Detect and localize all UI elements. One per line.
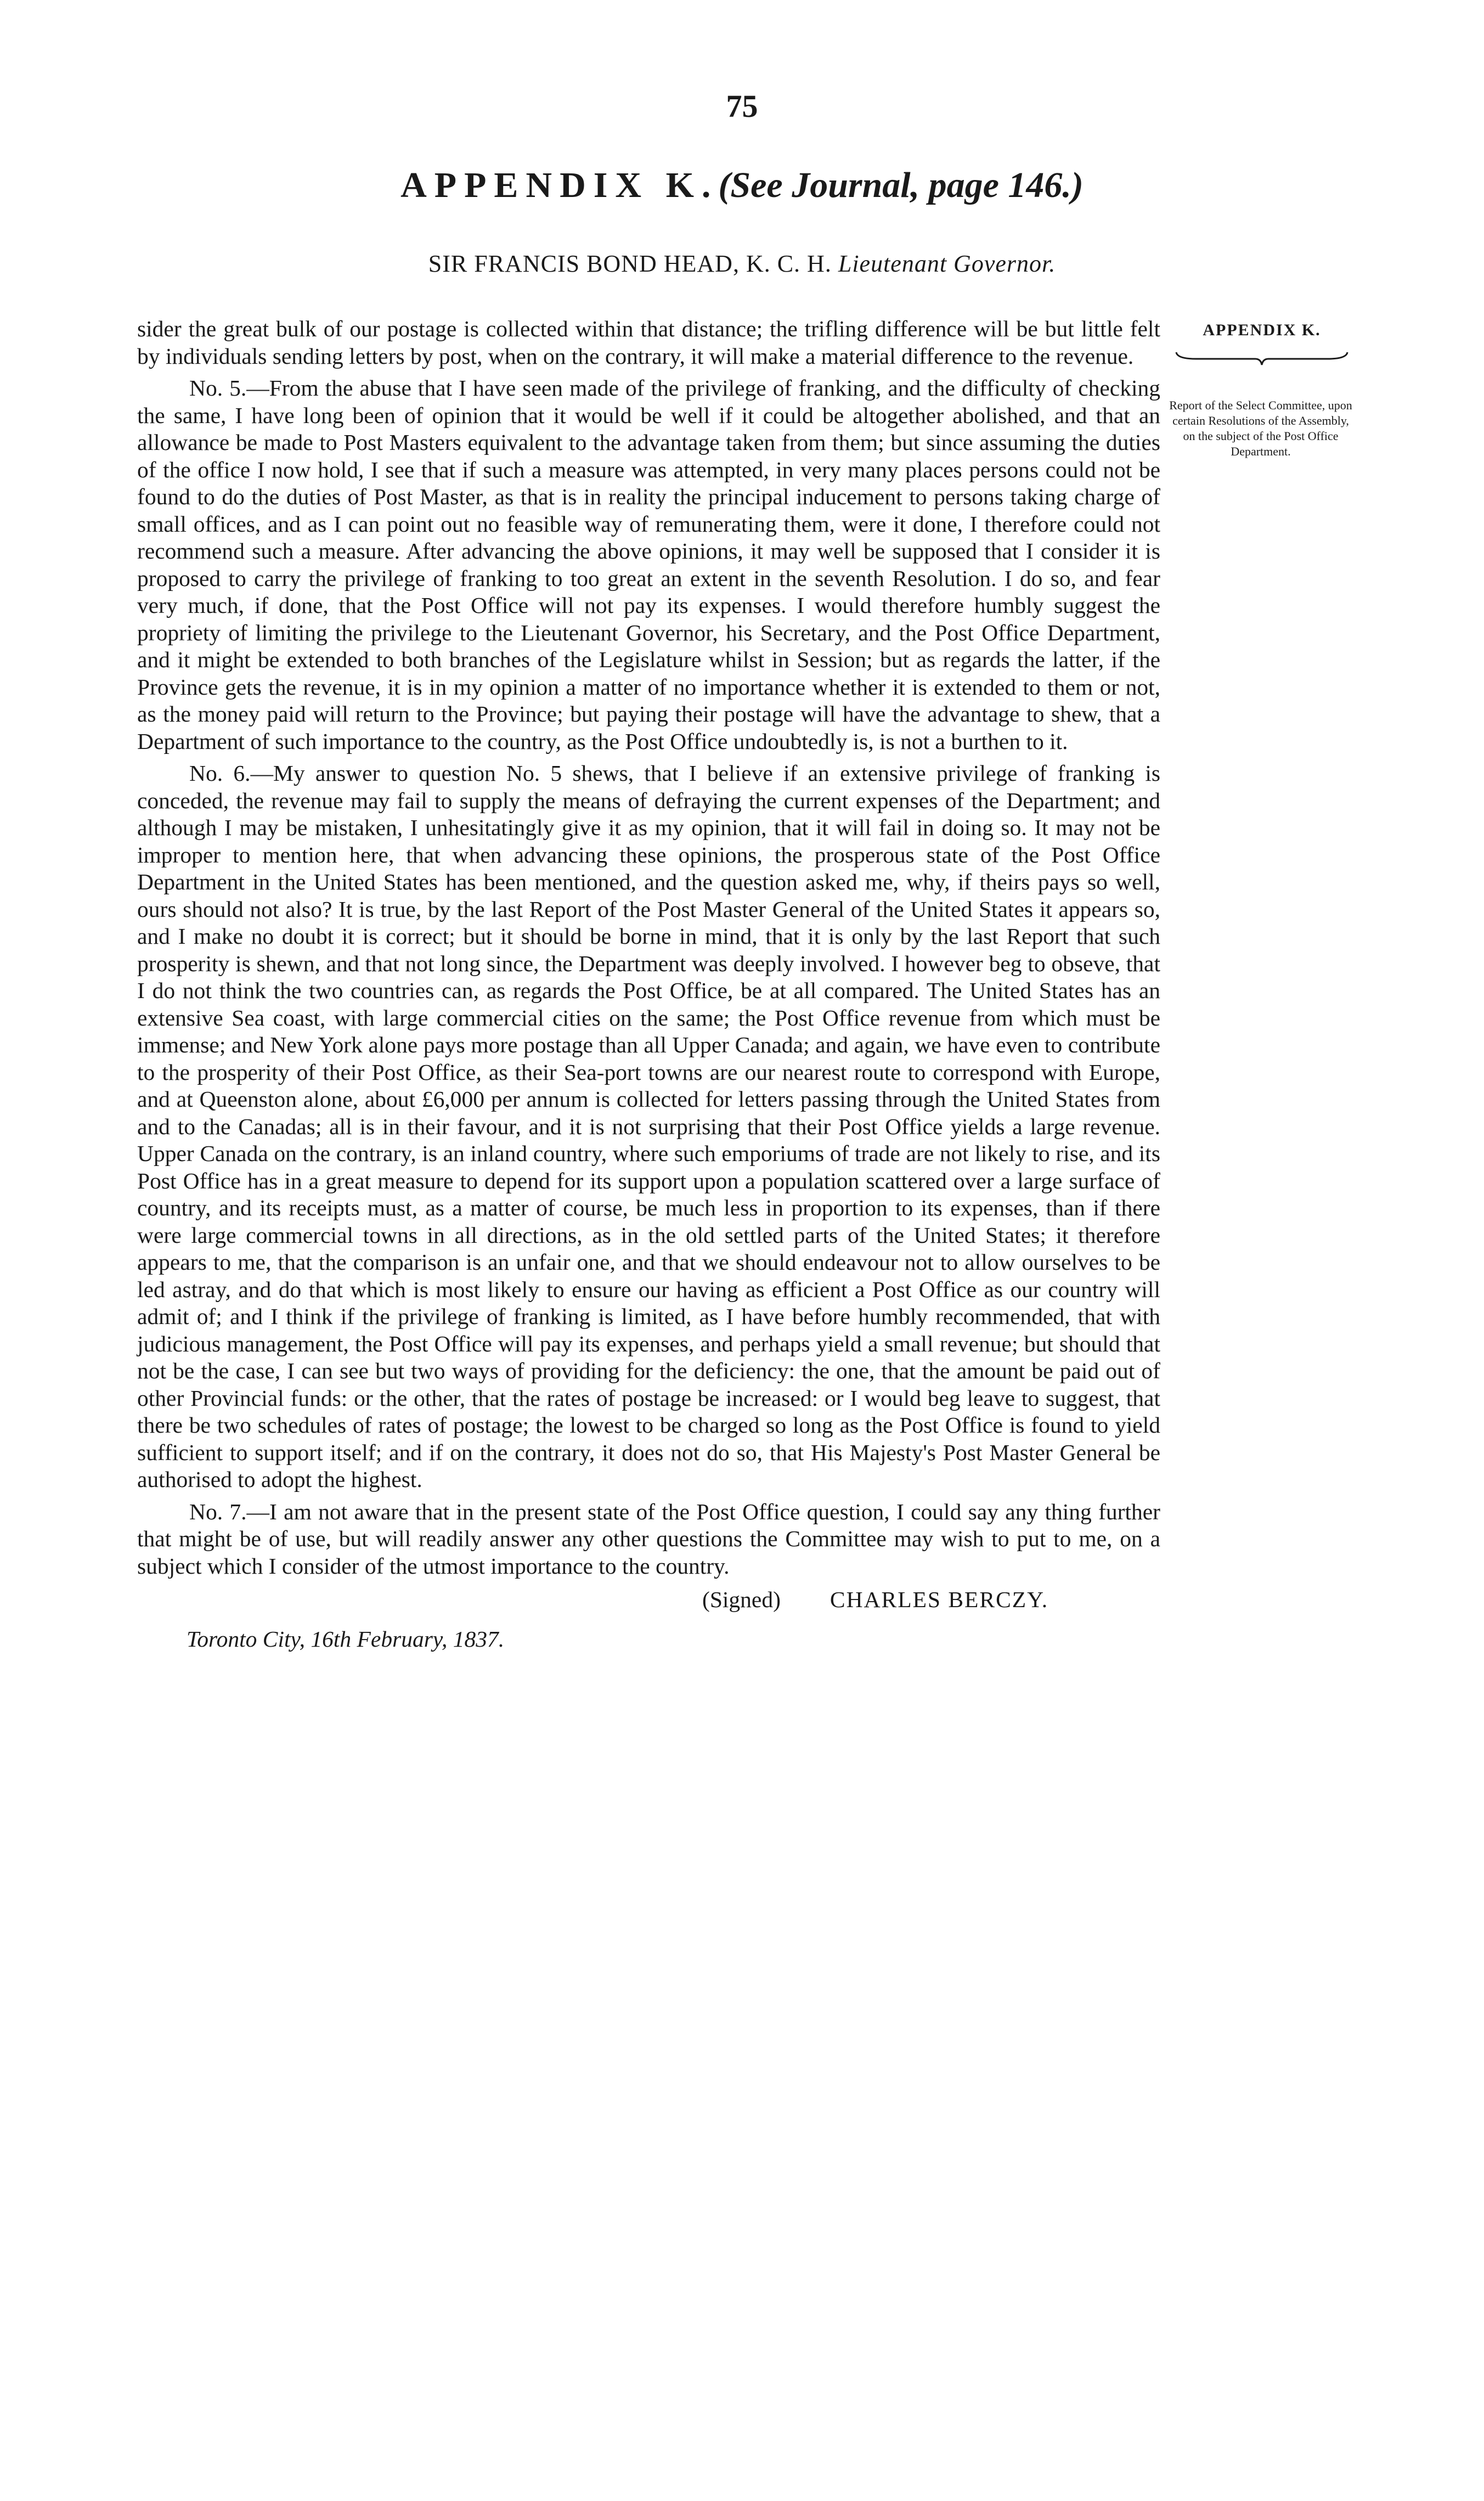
paragraph-continuation: sider the great bulk of our postage is collected within that distance; the trifling difference will be but little felt by individuals sending letters by post, when on the contrary, it will make a material difference to the revenue. (137, 316, 1160, 369)
signature-line (137, 1586, 1160, 1614)
margin-brace (1174, 350, 1350, 367)
governor-name: SIR FRANCIS BOND HEAD, K. C. H. (428, 250, 832, 277)
journal-reference: (See Journal, page 146.) (718, 165, 1084, 205)
margin-note: Report of the Select Committee, upon certain Resolutions of the Assembly, on the subject of the Post Office Department. (1169, 398, 1352, 458)
signed-label: (Signed) (702, 1587, 781, 1612)
governor-subheading (0, 250, 1484, 278)
dateline: Toronto City, 16th February, 1837. (187, 1626, 505, 1652)
paragraph-no-5: No. 5.—From the abuse that I have seen made of the privilege of franking, and the difficulty of checking the same, I have long been of opinion that it would be well if it could be altogether abolished, and that an allowance be made to Post Masters equivalent to the advantage taken from them; but since assuming the duties of the office I now hold, I see that if such a measure was attempted, in very many places persons could not be found to do the duties of Post Master, as that is in reality the principal inducement to persons taking charge of small offices, and as I can point out no feasible way of remunerating them, were it done, I therefore could not recommend such a measure. After advancing the above opinions, it may well be supposed that I consider it is proposed to carry the privilege of franking to too great an extent in the seventh Resolution. I do so, and fear very much, if done, that the Post Office will not pay its expenses. I would therefore humbly suggest the propriety of limiting the privilege to the Lieutenant Governor, his Secretary, and the Post Office Department, and it might be extended to both branches of the Legislature whilst in Session; but as regards the latter, if the Province gets the revenue, it is in my opinion a matter of no importance whether it is extended to them or not, as the money paid will return to the Province; but paying their postage will have the advantage to shew, that a Department of such importance to the country, as the Post Office undoubtedly is, is not a burthen to it. (137, 375, 1160, 754)
paragraph-no-7: No. 7.—I am not aware that in the present state of the Post Office question, I could say any thing further that might be of use, but will readily answer any other questions the Committee may wish to put to me, on a subject which I consider of the utmost importance to the country. (137, 1499, 1160, 1579)
governor-title: Lieutenant Governor. (838, 250, 1056, 277)
paragraph-no-6: No. 6.—My answer to question No. 5 shews, that I believe if an extensive privilege of franking is conceded, the revenue may fail to supply the means of defraying the current expenses of the Department; and although I may be mistaken, I unhesitatingly give it as my opinion, that it will fail in doing so. It may not be improper to mention here, that when advancing these opinions, the prosperous state of the Post Office Department in the United States has been mentioned, and the question asked me, why, if theirs pays so well, ours should not also? It is true, by the last Report of the Post Master General of the United States it appears so, and I make no doubt it is correct; but it should be borne in mind, that it is only by the last Report that such prosperity is shewn, and that not long since, the Department was deeply involved. I however beg to obseve, that I do not think the two countries can, as regards the Post Office, be at all compared. The United States has an extensive Sea coast, with large commercial cities on the same; the Post Office revenue from which must be immense; and New York alone pays more postage than all Upper Canada; and again, we have even to contribute to the prosperity of their Post Office, as their Sea-port towns are our nearest route to correspond with Europe, and at Queenston alone, about £6,000 per annum is collected for letters passing through the United States from and to the Canadas; all is in their favour, and it is not surprising that their Post Office yields a large revenue. Upper Canada on the contrary, is an inland country, where such emporiums of trade are not likely to rise, and its Post Office has in a great measure to depend for its support upon a population scattered over a large surface of country, and its receipts must, as a matter of course, be much less in proportion to its expenses, than if there were large commercial towns in all directions, as in the old settled parts of the United States; it therefore appears to me, that the comparison is an unfair one, and that we should endeavour not to allow ourselves to be led astray, and do that which is most likely to ensure our having as efficient a Post Office as our country will admit of; and I think if the privilege of franking is limited, as I have before humbly recommended, that with judicious management, the Post Office will pay its expenses, and perhaps yield a small revenue; but should that not be the case, I can see but two ways of providing for the deficiency: the one, that the amount be paid out of other Provincial funds: or the other, that the rates of postage be increased: or I would beg leave to suggest, that there be two schedules of rates of postage; the lowest to be charged so long as the Post Office is found to yield sufficient to support itself; and if on the contrary, it does not do so, that His Majesty's Post Master General be authorised to adopt the highest. (137, 761, 1160, 1492)
signatory-name: CHARLES BERCZY. (830, 1587, 1049, 1612)
appendix-title: APPENDIX K. (400, 165, 719, 205)
page-number: 75 (726, 88, 758, 124)
margin-appendix-label: APPENDIX K. (1203, 321, 1321, 339)
letter-body (137, 316, 1160, 1653)
appendix-heading (0, 165, 1484, 206)
